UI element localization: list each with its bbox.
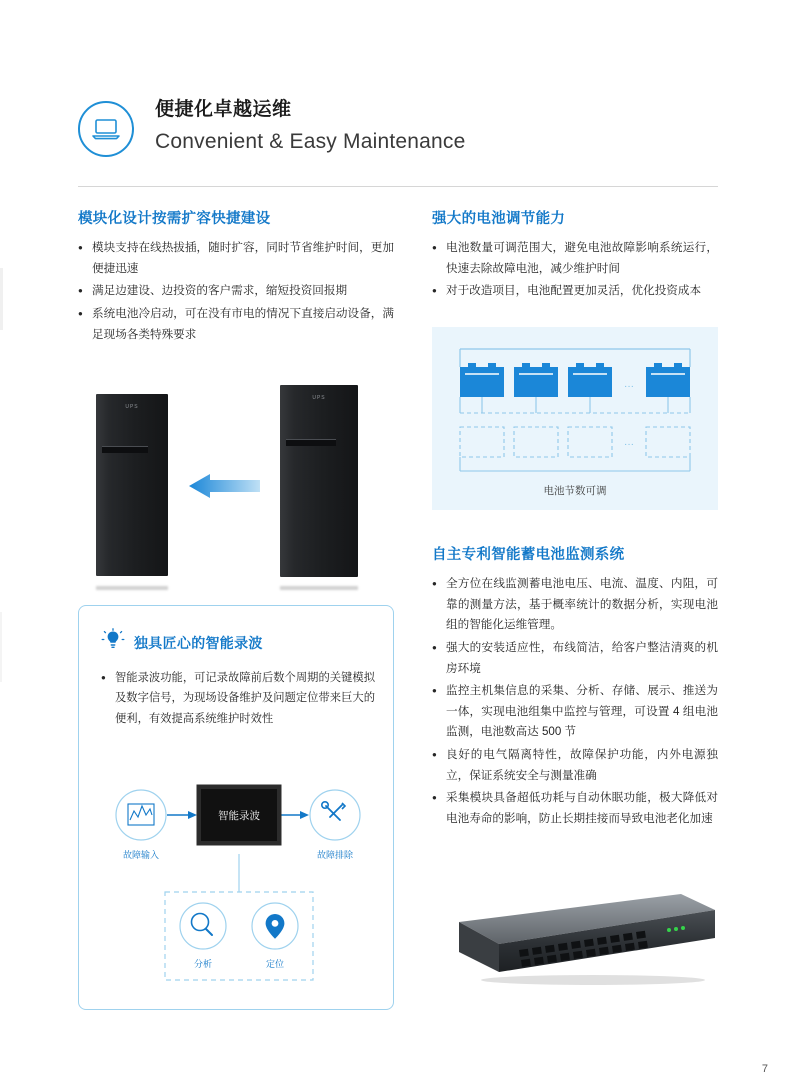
left-bullet-list — [78, 238, 394, 345]
svg-text:···: ··· — [624, 381, 634, 392]
list-item: ● 良好的电气隔离特性，故障保护功能，内外电源独立，保证系统安全与测量准确 — [432, 745, 718, 786]
header-text-block — [155, 95, 466, 154]
list-item: ● 模块支持在线热拔插，随时扩容，同时节省维护时间，更加便捷迅速 — [78, 238, 394, 279]
page-title: 便捷化卓越运维 — [155, 99, 292, 120]
svg-text:···: ··· — [624, 439, 634, 450]
rack-monitor-device-image — [453, 892, 718, 988]
list-item: ● 采集模块具备超低功耗与自动休眠功能，极大降低对电池寿命的影响，防止长期挂接而导致电池老化加速 — [432, 788, 718, 829]
list-item: ● 满足边建设、边投资的客户需求，缩短投资回报期 — [78, 281, 394, 302]
left-arrow-icon — [188, 473, 260, 499]
battery-configuration-diagram — [432, 327, 718, 510]
ups-cabinet-large — [280, 385, 358, 577]
list-item: ● 电池数量可调范围大，避免电池故障影响系统运行，快速去除故障电池，减少维护时间 — [432, 238, 718, 279]
svg-text:智能录波: 智能录波 — [218, 810, 260, 822]
list-item: ● 对于改造项目，电池配置更加灵活，优化投资成本 — [432, 281, 718, 302]
left-column — [78, 207, 394, 347]
svg-text:定位: 定位 — [265, 959, 285, 969]
smart-recording-card — [78, 605, 394, 1010]
cabinet-shadow — [96, 586, 168, 590]
svg-text:分析: 分析 — [193, 959, 213, 969]
page-edge-artifact-top — [0, 268, 3, 330]
right-bullet-list-1 — [432, 238, 718, 302]
list-item: ● 监控主机集信息的采集、分析、存储、展示、推送为一体，实现电池组集中监控与管理，可设置 4 组电池监测，电池数高达 500 节 — [432, 681, 718, 743]
svg-text:故障输入: 故障输入 — [122, 850, 160, 860]
laptop-icon — [78, 101, 134, 157]
right-bullet-list-2 — [432, 574, 718, 830]
cabinet-shadow — [280, 586, 358, 590]
header-divider — [78, 186, 718, 187]
card-title: 独具匠心的智能录波 — [134, 635, 263, 651]
right-section-title-1: 强大的电池调节能力 — [432, 211, 566, 227]
ups-cabinet-illustration — [78, 385, 394, 590]
page-number: 7 — [761, 1063, 768, 1075]
page-subtitle: Convenient & Easy Maintenance — [155, 129, 466, 153]
cabinet-panel-strip — [102, 446, 148, 453]
list-item: ● 强大的安装适应性，布线简洁，给客户整洁清爽的机房环境 — [432, 638, 718, 679]
fault-recording-flow-diagram — [93, 758, 383, 998]
svg-text:故障排除: 故障排除 — [316, 850, 354, 860]
cabinet-panel-strip — [286, 439, 336, 446]
card-body-text: ● 智能录波功能，可记录故障前后数个周期的关键模拟及数字信号，为现场设备维护及问题定位带来巨大的便利，有效提高系统维护时效性 — [101, 668, 375, 729]
page-header — [78, 95, 718, 180]
list-item: ● 全方位在线监测蓄电池电压、电流、温度、内阻，可靠的测量方法，基于概率统计的数据分析，实现电池组的智能化运维管理。 — [432, 574, 718, 636]
right-column — [432, 207, 718, 304]
battery-diagram-caption: 电池节数可调 — [543, 485, 607, 497]
cabinet-brand-logo: UPS — [125, 404, 139, 410]
ups-cabinet-small — [96, 394, 168, 576]
right-section-title-2: 自主专利智能蓄电池监测系统 — [432, 547, 625, 563]
cabinet-brand-logo: UPS — [312, 395, 326, 401]
idea-bulb-icon — [101, 628, 125, 652]
left-section-title: 模块化设计按需扩容快捷建设 — [78, 211, 271, 227]
page-edge-artifact-bottom — [0, 612, 2, 682]
right-column-section-2 — [432, 543, 718, 832]
list-item: ● 系统电池冷启动，可在没有市电的情况下直接启动设备，满足现场各类特殊要求 — [78, 304, 394, 345]
